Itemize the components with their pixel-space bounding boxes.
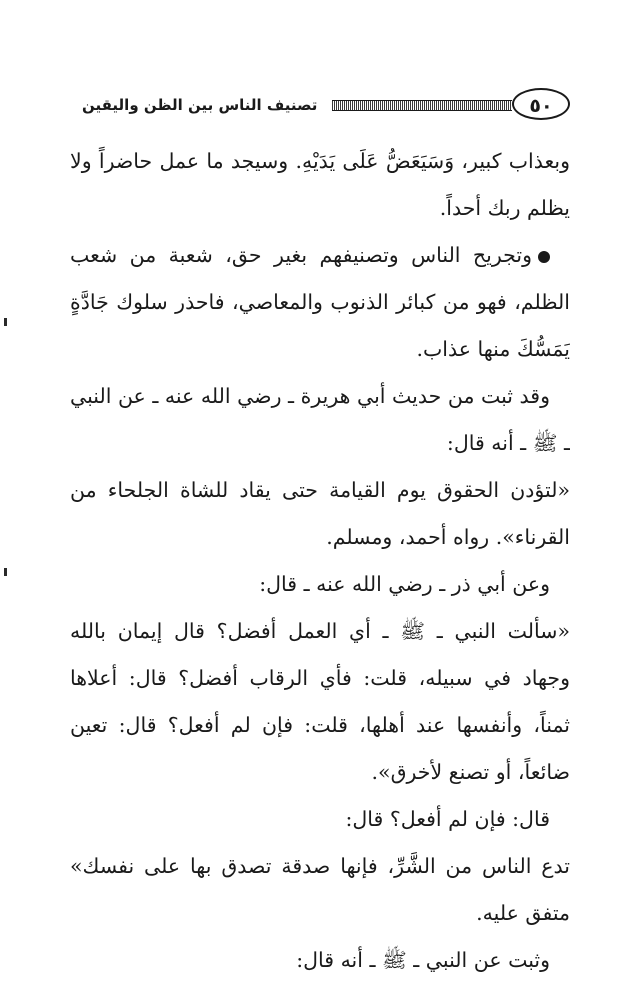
scan-mark [4,568,7,576]
page-body [70,138,570,984]
text-line: يَمَسُّكَ منها عذاب. [416,337,570,361]
bullet-icon [538,251,550,263]
text-line: القرناء». رواه أحمد، ومسلم. [326,525,570,549]
text-line: الظلم، فهو من كبائر الذنوب والمعاصي، فاحذر سلوك جَادَّةٍ [70,290,570,314]
text-line: وعن أبي ذر ـ رضي الله عنه ـ قال: [259,572,550,596]
text-line: يظلم ربك أحداً. [439,196,570,220]
text-line: ـ ﷺ ـ أنه قال: [446,431,570,455]
text-line: وجهاد في سبيله، قلت: فأي الرقاب أفضل؟ قال: أعلاها [70,666,570,690]
page-number: ٥٠ [512,88,570,120]
text-line: وقد ثبت من حديث أبي هريرة ـ رضي الله عنه ـ عن النبي [70,384,550,408]
text-line: «لتؤدن الحقوق يوم القيامة حتى يقاد للشاة الجلحاء من [70,478,570,502]
text-line: قال: فإن لم أفعل؟ قال: [345,807,550,831]
text-line: وثبت عن النبي ـ ﷺ ـ أنه قال: [296,948,550,972]
text-line: وتجريح الناس وتصنيفهم بغير حق، شعبة من شعب [70,243,532,267]
scan-mark [4,318,7,326]
text-line: متفق عليه. [476,901,570,925]
text-line: ثمناً، وأنفسها عند أهلها، قلت: فإن لم أفعل؟ قال: تعين [70,713,570,737]
text-line: تدع الناس من الشَّرِّ، فإنها صدقة تصدق بها على نفسك» [70,854,570,878]
text-line: «سألت النبي ـ ﷺ ـ أي العمل أفضل؟ قال إيمان بالله [70,619,570,643]
header-rule [332,100,512,111]
text-line: وبعذاب كبير، وَسَيَعَضُّ عَلَى يَدَيْهِ. وسيجد ما عمل حاضراً ولا [70,149,570,173]
text-line: ضائعاً، أو تصنع لأخرق». [371,760,570,784]
page-header [82,86,570,126]
bullet-paragraph-line [70,232,570,279]
running-title: تصنيف الناس بين الظن واليقين [82,96,318,114]
